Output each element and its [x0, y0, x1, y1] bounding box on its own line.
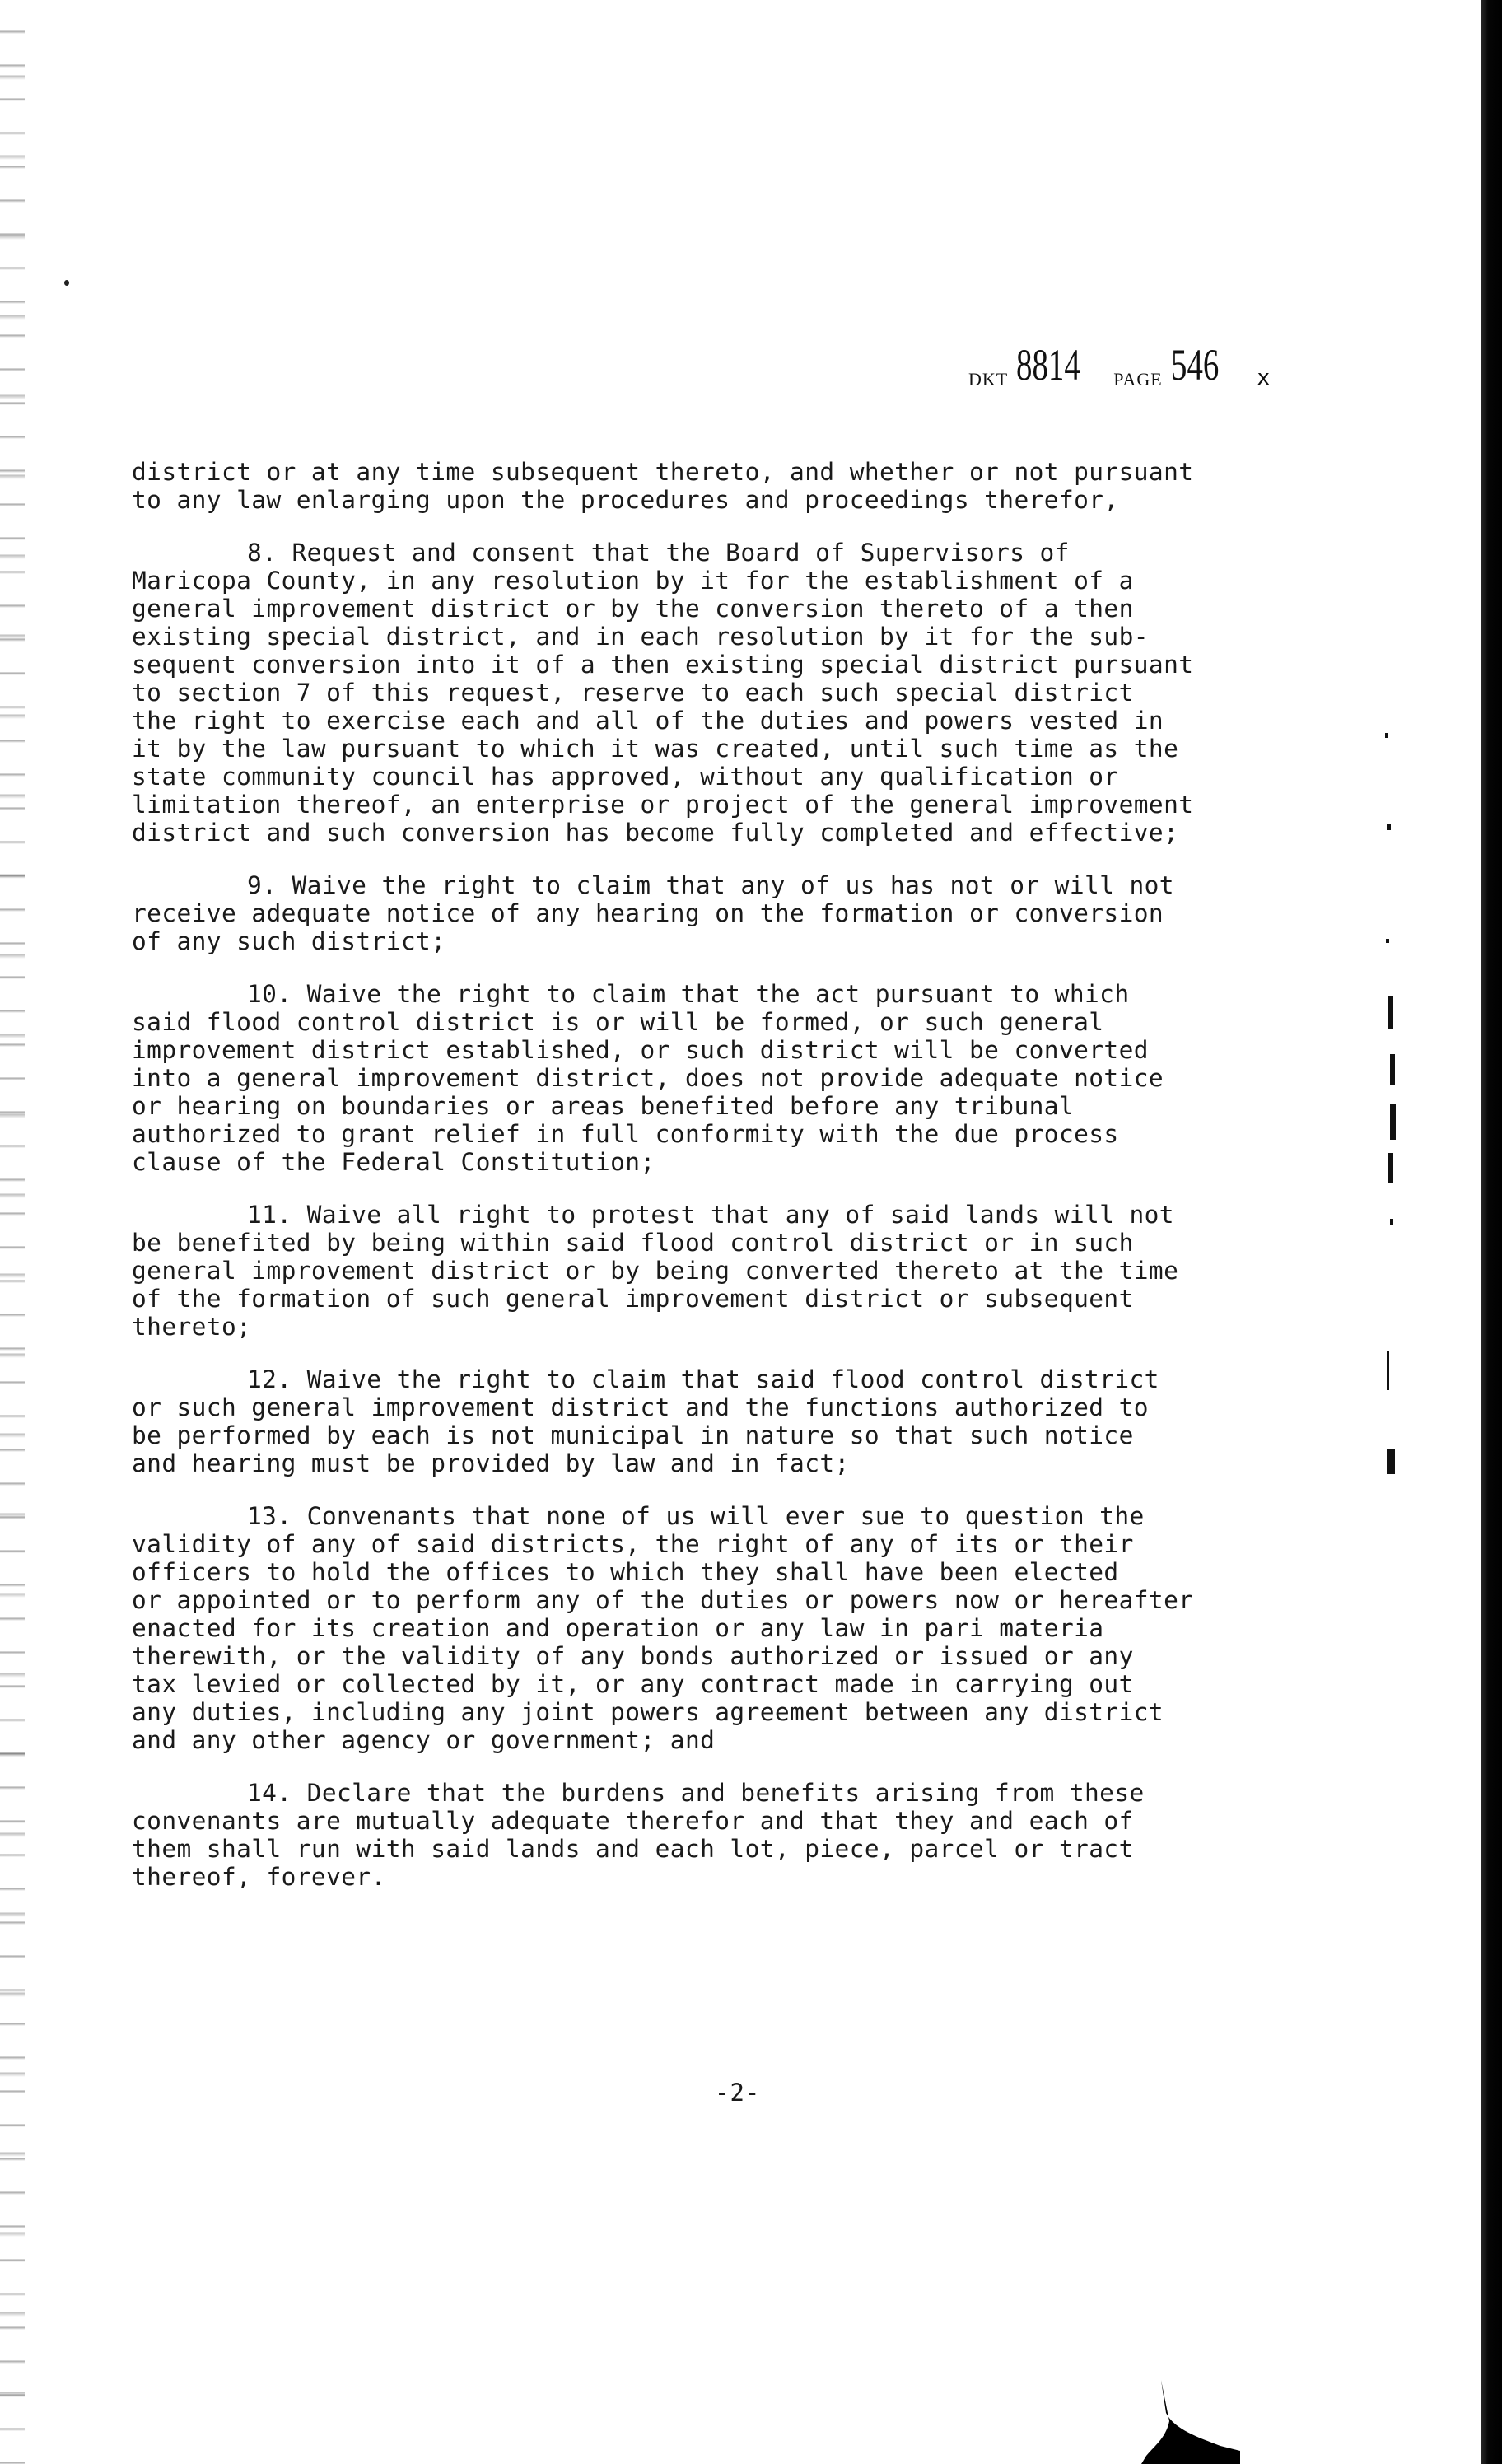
- text-line: general improvement district or by the conversion thereto of a then: [132, 595, 1134, 623]
- text-line: authorized to grant relief in full conformity with the due process: [132, 1120, 1119, 1148]
- paragraph-number: 13.: [247, 1502, 292, 1530]
- text-line: be benefited by being within said flood control district or in such: [132, 1229, 1134, 1257]
- recorded-page-number: 546: [1170, 340, 1219, 390]
- page-number: -2-: [715, 2079, 761, 2107]
- paragraph-9: [132, 871, 1285, 955]
- text-line: limitation thereof, an enterprise or project of the general improvement: [132, 791, 1194, 819]
- text-line: or such general improvement district and the functions authorized to: [132, 1393, 1149, 1421]
- scan-speck: [64, 280, 69, 286]
- text-line: convenants are mutually adequate therefor and that they and each of: [132, 1807, 1134, 1835]
- text-line: it by the law pursuant to which it was created, until such time as the: [132, 735, 1179, 763]
- document-body: [132, 458, 1285, 1891]
- text-line: Waive the right to claim that the act pursuant to which: [306, 980, 1130, 1008]
- text-line: state community council has approved, without any qualification or: [132, 763, 1119, 791]
- paragraph-14: [132, 1779, 1285, 1891]
- text-line: any duties, including any joint powers agreement between any district: [132, 1698, 1164, 1726]
- scan-artifact-shape: [1141, 2364, 1240, 2464]
- text-line: general improvement district or by being converted thereto at the time: [132, 1257, 1179, 1285]
- text-line: said flood control district is or will be formed, or such general: [132, 1008, 1104, 1036]
- text-line: tax levied or collected by it, or any contract made in carrying out: [132, 1670, 1134, 1698]
- paragraph-number: 9.: [247, 871, 278, 899]
- text-line: Waive all right to protest that any of said lands will not: [306, 1201, 1174, 1229]
- scan-right-specks: [1383, 725, 1400, 2289]
- text-line: sequent conversion into it of a then existing special district pursuant: [132, 651, 1194, 679]
- text-line: into a general improvement district, does not provide adequate notice: [132, 1064, 1164, 1092]
- text-line: Waive the right to claim that said flood control district: [306, 1365, 1159, 1393]
- paragraph-13: [132, 1502, 1285, 1754]
- text-line: Convenants that none of us will ever sue to question the: [306, 1502, 1145, 1530]
- recording-reference-stamp: [968, 339, 1270, 390]
- text-line: enacted for its creation and operation or any law in pari materia: [132, 1614, 1104, 1642]
- paragraph-number: 14.: [247, 1779, 292, 1807]
- paragraph-11: [132, 1201, 1285, 1341]
- text-line: Request and consent that the Board of Supervisors of: [292, 539, 1070, 567]
- book-prefix: DKT: [968, 369, 1009, 390]
- text-line: Declare that the burdens and benefits arising from these: [306, 1779, 1145, 1807]
- text-line: validity of any of said districts, the right of any of its or their: [132, 1530, 1134, 1558]
- text-line: officers to hold the offices to which they shall have been elected: [132, 1558, 1119, 1586]
- paragraph-number: 12.: [247, 1365, 292, 1393]
- paragraph-8: [132, 539, 1285, 847]
- text-line: improvement district established, or such district will be converted: [132, 1036, 1149, 1064]
- text-line: or hearing on boundaries or areas benefited before any tribunal: [132, 1092, 1075, 1120]
- paragraph-number: 10.: [247, 980, 292, 1008]
- page-prefix: PAGE: [1113, 369, 1163, 390]
- text-line: and any other agency or government; and: [132, 1726, 716, 1754]
- text-line: district and such conversion has become fully completed and effective;: [132, 819, 1179, 847]
- text-line: Waive the right to claim that any of us has not or will not: [292, 871, 1174, 899]
- text-line: or appointed or to perform any of the duties or powers now or hereafter: [132, 1586, 1194, 1614]
- text-line: thereof, forever.: [132, 1863, 386, 1891]
- paragraph-number: 8.: [247, 539, 278, 567]
- text-line: district or at any time subsequent thereto, and whether or not pursuant: [132, 458, 1194, 486]
- paragraph-continuation: [132, 458, 1285, 514]
- paragraph-number: 11.: [247, 1201, 292, 1229]
- scan-binding-edge: [1481, 0, 1502, 2464]
- stamp-mark: x: [1257, 366, 1271, 390]
- text-line: the right to exercise each and all of the duties and powers vested in: [132, 707, 1164, 735]
- text-line: to any law enlarging upon the procedures and proceedings therefor,: [132, 486, 1119, 514]
- text-line: thereto;: [132, 1313, 252, 1341]
- text-line: of any such district;: [132, 927, 446, 955]
- text-line: receive adequate notice of any hearing on the formation or conversion: [132, 899, 1164, 927]
- paragraph-12: [132, 1365, 1285, 1477]
- text-line: existing special district, and in each resolution by it for the sub-: [132, 623, 1149, 651]
- scan-left-edge: [0, 0, 25, 2464]
- text-line: to section 7 of this request, reserve to each such special district: [132, 679, 1134, 707]
- book-number: 8814: [1016, 340, 1080, 390]
- text-line: them shall run with said lands and each lot, piece, parcel or tract: [132, 1835, 1134, 1863]
- text-line: clause of the Federal Constitution;: [132, 1148, 655, 1176]
- paragraph-10: [132, 980, 1285, 1176]
- text-line: therewith, or the validity of any bonds authorized or issued or any: [132, 1642, 1134, 1670]
- text-line: be performed by each is not municipal in nature so that such notice: [132, 1421, 1134, 1449]
- text-line: of the formation of such general improvement district or subsequent: [132, 1285, 1134, 1313]
- text-line: Maricopa County, in any resolution by it for the establishment of a: [132, 567, 1134, 595]
- text-line: and hearing must be provided by law and in fact;: [132, 1449, 850, 1477]
